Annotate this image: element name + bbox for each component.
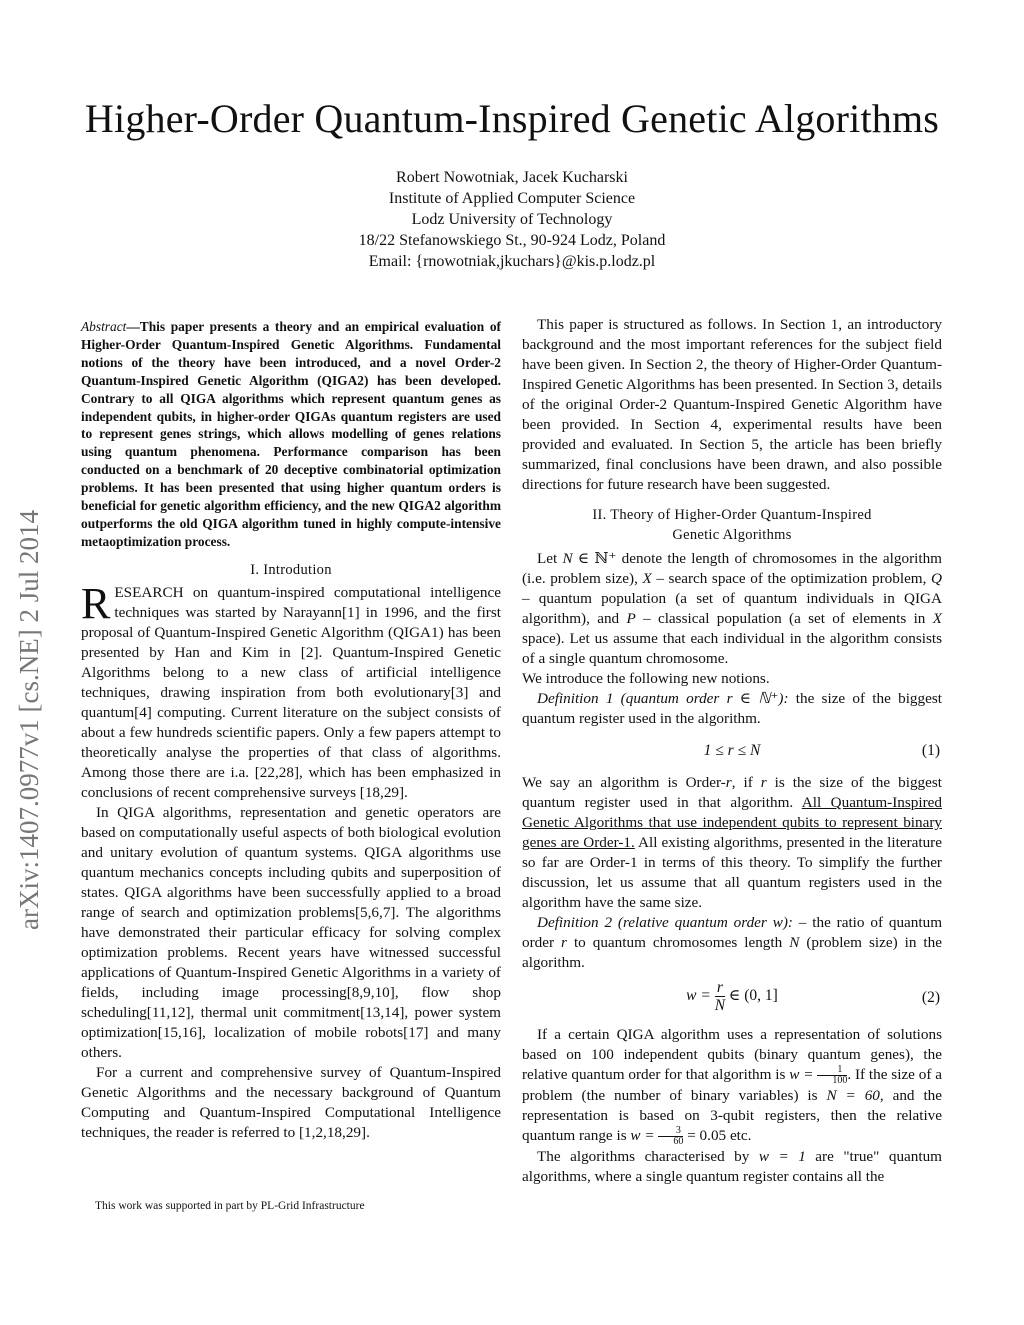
affiliation-address: 18/22 Stefanowskiego St., 90-924 Lodz, Poland	[358, 232, 666, 249]
definition-1-text: the size of the biggest quantum register used in the algorithm.	[522, 690, 942, 727]
true-quantum-text-b: are "true" quantum algorithms, where a single quantum register contains all the	[522, 1148, 942, 1186]
math-r-3: r	[561, 934, 567, 951]
fraction-3-over-60	[658, 1126, 683, 1147]
math-w-1: w = 1	[758, 1148, 806, 1166]
equation-2-number: (2)	[921, 989, 940, 1006]
math-w: w	[772, 914, 783, 931]
fraction-1-denominator: 100	[817, 1075, 847, 1086]
footnote: This work was supported in part by PL-Grid Infrastructure	[95, 1200, 365, 1212]
example-text-b: . If the size of a problem (the number of binary variables) is	[522, 1066, 942, 1105]
notation-text-a: Let	[537, 550, 563, 567]
intro-paragraph-1-text: ESEARCH on quantum-inspired computational intelligence techniques was started by Narayann[1] in 1996, and the first proposal of Quantum-Inspired Genetic Algorithm (QIGA1) has been presented by Han and Kim in [2]. Quantum-Inspired Genetic Algorithms belong to a new class of artificial intelligence techniques, drawing inspiration from both evolutionary[3] and quantum[4] computing. Current literature on the subject consists of about a few hundreds scientific papers. Only a few papers attempt to theoretically analyse the properties of that class of algorithms. Among those there are i.a. [22,28], which has been emphasized in conclusions of recent comprehensive surveys [18,29].	[81, 584, 501, 801]
right-column	[522, 315, 942, 1187]
abstract	[81, 318, 501, 551]
intro-paragraph-2: In QIGA algorithms, representation and genetic operators are based on computationally useful aspects of both biological evolution and unitary evolution of quantum systems. QIGA algorithms use quantum mechanics concepts including qubits and superposition of states. QIGA algorithms have been successfully applied to a broad range of search and optimization problems[5,6,7]. The algorithms have demonstrated their particular efficacy for solving complex optimization problems. Recent years have witnessed successful applications of Quantum-Inspired Genetic Algorithms in a variety of fields, including image processing[8,9,10], flow shop scheduling[11,12], thermal unit commitment[13,14], power system optimization[15,16], localization of mobile robots[17] and many others.	[81, 804, 501, 1061]
order-paragraph	[522, 773, 942, 913]
math-w-eq: w =	[789, 1066, 818, 1083]
drop-cap: R	[81, 579, 111, 628]
order-text-b: , if	[731, 774, 761, 791]
math-Q: Q	[931, 570, 942, 587]
definition-2-text-b: to quantum chromosomes length	[566, 934, 790, 951]
order-text-a: We say an algorithm is Order-	[522, 774, 726, 791]
notions-line: We introduce the following new notions.	[522, 670, 770, 687]
section-heading-theory-line-1: II. Theory of Higher-Order Quantum-Inspired	[592, 507, 872, 523]
equation-2-denominator: N	[714, 997, 726, 1014]
order-underlined-claim: All Quantum-Inspired Genetic Algorithms that use independent qubits to represent binary genes are Order-1.	[522, 794, 942, 851]
math-in-nplus: ∈ ℕ⁺	[572, 550, 617, 567]
true-quantum-text-a: The algorithms characterised by	[537, 1148, 759, 1166]
intro-paragraph-3: For a current and comprehensive survey of Quantum-Inspired Genetic Algorithms and the necessary background of Quantum Computing and Quantum-Inspired Computational Intelligence techniques, the reader is referred to [1,2,18,29].	[81, 1064, 501, 1141]
math-N-2: N	[789, 934, 800, 951]
math-X-2: X	[932, 610, 942, 627]
fraction-1-numerator: 1	[837, 1064, 843, 1076]
definition-2-text-a: – the ratio of quantum order	[522, 914, 943, 951]
section-heading-introduction: I. Introdution	[250, 562, 332, 578]
equation-1-body: 1 ≤ r ≤ N	[703, 742, 761, 759]
definition-2-label-end: ):	[782, 914, 793, 931]
equation-2-lhs: w =	[686, 987, 715, 1005]
definition-2	[522, 913, 942, 973]
fraction-2-denominator: 60	[658, 1136, 683, 1147]
section-heading-theory	[522, 505, 942, 545]
math-X: X	[642, 570, 652, 587]
math-N-60: N = 60	[826, 1087, 880, 1105]
equation-2-fraction	[715, 979, 725, 1014]
notation-text-f: space). Let us assume that each individual in the algorithm consists of a single quantum chromosome.	[522, 630, 942, 667]
equation-2-numerator: r	[716, 979, 723, 996]
definition-2-text-c: (problem size) in the algorithm.	[522, 934, 942, 971]
author-block	[0, 167, 1024, 272]
affiliation-university: Lodz University of Technology	[411, 211, 613, 228]
equation-1	[522, 735, 942, 769]
paper-title: Higher-Order Quantum-Inspired Genetic Algorithms	[84, 96, 940, 141]
example-text-c: , and the representation is based on 3-qubit registers, then the relative quantum range is	[522, 1087, 942, 1145]
true-quantum-paragraph	[522, 1147, 942, 1187]
definition-1-label: Definition 1 (quantum order	[537, 690, 727, 707]
order-text-c: is the size of the biggest quantum register used in that algorithm.	[522, 774, 943, 811]
abstract-label: Abstract	[81, 319, 127, 334]
math-eq-005: = 0.05	[683, 1127, 727, 1145]
math-P: P	[626, 610, 636, 627]
order-text-d: All existing algorithms, presented in the literature so far are Order-1 in terms of this theory. To simplify the further discussion, let us assume that all quantum registers used in the algorithm have the same size.	[522, 834, 942, 911]
affiliation-institute: Institute of Applied Computer Science	[388, 190, 636, 207]
notation-text-e: – classical population (a set of elements in	[635, 610, 933, 627]
fraction-2-numerator: 3	[675, 1125, 681, 1137]
definition-1	[522, 689, 942, 729]
abstract-text: —This paper presents a theory and an empirical evaluation of Higher-Order Quantum-Inspired Genetic Algorithms. Fundamental notions of the theory have been introduced, and a novel Order-2 Quantum-Inspired Genetic Algorithm (QIGA2) has been developed. Contrary to all QIGA algorithms which represent quantum genes as independent qubits, in higher-order QIGAs quantum registers are used to represent genes strings, which allows modelling of genes relations using quantum phenomena. Performance comparison has been conducted on a benchmark of 20 deceptive combinatorial optimization problems. It has been presented that using higher quantum orders is beneficial for genetic algorithm efficiency, and the new QIGA2 algorithm outperforms the old QIGA algorithm tuned in highly compute-intensive metaoptimization process.	[81, 319, 501, 549]
example-text-d: etc.	[726, 1127, 752, 1145]
author-email: Email: {rnowotniak,jkuchars}@kis.p.lodz.pl	[368, 253, 656, 270]
fraction-1-over-100	[817, 1065, 847, 1086]
math-N: N	[562, 550, 573, 567]
math-r: r	[725, 774, 732, 791]
example-text-a: If a certain QIGA algorithm uses a representation of solutions based on 100 independent qubits (binary quantum genes), the relative quantum order for that algorithm is	[522, 1026, 942, 1083]
example-paragraph	[522, 1025, 942, 1147]
intro-paragraph-1	[81, 579, 501, 803]
math-r-2: r	[760, 774, 767, 791]
equation-2-body	[522, 979, 942, 1014]
arxiv-stamp: arXiv:1407.0977v1 [cs.NE] 2 Jul 2014	[14, 510, 44, 930]
equation-1-number: (1)	[921, 742, 940, 759]
equation-2	[522, 975, 942, 1021]
notation-text-d: – quantum population (a set of quantum individuals in QIGA algorithm), and	[522, 590, 942, 627]
math-r-in-nplus: r ∈ ℕ⁺	[726, 690, 779, 707]
notation-text-c: – search space of the optimization problem,	[651, 570, 932, 587]
definition-1-label-end: ):	[778, 690, 789, 707]
section-introduction	[81, 562, 501, 1143]
definition-2-label: Definition 2 (relative quantum order	[537, 914, 773, 931]
structure-paragraph: This paper is structured as follows. In Section 1, an introductory background and the most important references for the subject field have been given. In Section 2, the theory of Higher-Order Quantum-Inspired Genetic Algorithms has been presented. In Section 3, details of the original Order-2 Quantum-Inspired Genetic Algorithm have been provided. In Section 4, experimental results have been provided and evaluated. In Section 5, the article has been briefly summarized, final conclusions have been drawn, and also possible directions for future research have been suggested.	[522, 316, 942, 493]
author-names: Robert Nowotniak, Jacek Kucharski	[396, 169, 628, 186]
notation-text-b: denote the length of chromosomes in the algorithm (i.e. problem size),	[522, 550, 942, 587]
notation-paragraph	[522, 549, 942, 669]
math-w-eq-2: w =	[630, 1127, 659, 1145]
equation-2-rhs: ∈ (0, 1]	[725, 987, 778, 1005]
section-heading-theory-line-2: Genetic Algorithms	[672, 527, 792, 543]
